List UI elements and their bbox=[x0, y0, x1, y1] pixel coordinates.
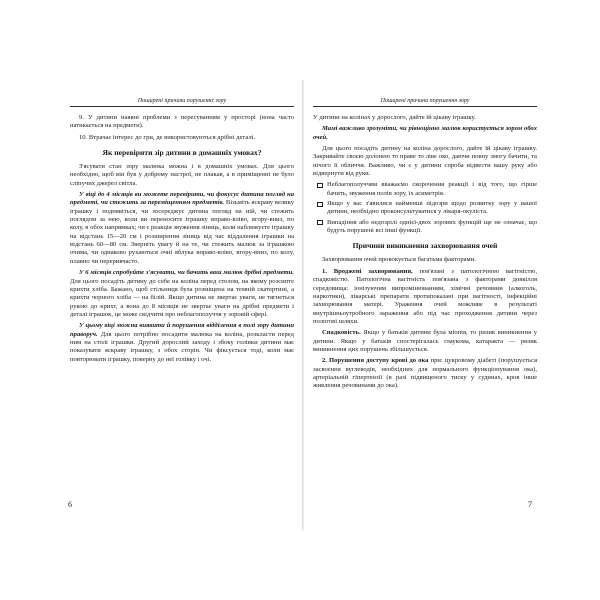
list-item-text: Якщо у вас з'явилися найменші підозри щодо розвитку зору у вашої дитини, необхідно проконсультуватися у лікаря-окуліста. bbox=[327, 200, 537, 216]
emphasis-paragraph: Мамі важливо зрозуміти, чи рівноцінно малюк користується зором обох очей. bbox=[313, 125, 537, 141]
emphasis-lead: Спадковість. bbox=[322, 329, 361, 337]
paragraph: З'ясувати стан зору малюка можна і в домашніх умовах. Для цього необхідно, щоб він був у доброму настрої, не плакав, а в приміщенні не було сліпучих джерел світла. bbox=[70, 163, 294, 187]
paragraph: У дитини на колінах у дорослого, дайте їй цікаву іграшку. bbox=[313, 114, 476, 121]
paragraph bbox=[313, 268, 537, 326]
paragraph bbox=[313, 357, 537, 390]
right-page bbox=[313, 98, 537, 518]
book-spine bbox=[302, 80, 304, 530]
paragraph: Захворювання очей провокується багатьма факторами. bbox=[322, 256, 476, 264]
emphasis-lead: У 6 місяців спробуйте з'ясувати, чи бачить ваш малюк дрібні предмети. bbox=[79, 269, 294, 277]
paragraph-body: Для цього потрібно посадити малюка на коліна, розкласти перед ним на столі іграшки. Другий дорослий заходу і збоку голівки дитини має показувати яскраву іграшку, з обох сторін. Чи фіксується тоді, коли має повторювати іграшку, поверну до неї голівку і очі. bbox=[70, 330, 294, 363]
paragraph-body: пов'язані з патологічною вагітністю, спадковістю. Патологічна вагітність пов'язана з факторами довкілля середовища: іонізуючим випромінюванням, хімічні речовини (алкоголь, наркотики), лікарські препарати протипоказані при вагітності, інфекційні захворювання матері. Ураження очей можливе в результаті внутрішньоутробного зараження або під час проходження дитини через пологові шляхи. bbox=[313, 267, 537, 325]
list-item-text: Неблагополуччям вважаємо скорочення реакції і від того, що гірше бачить, звуження полів зору, їх асиметрія. bbox=[327, 181, 537, 197]
paragraph bbox=[70, 191, 294, 266]
section-heading: Причини виникнення захворювання очей bbox=[352, 241, 498, 251]
paragraph: 10. Втрачає інтерес до гри, де використовуються дрібні деталі. bbox=[79, 133, 256, 141]
left-page bbox=[70, 98, 294, 518]
paragraph-body: при: цукровому діабеті (порушується засвоєння вуглеводів, необхідних для нормального функціонування ока), артеріальній гіпертензії (в разі підвищеного тиску у судинах, кров інше живлення речовинами до ока). bbox=[313, 357, 537, 390]
paragraph-body: Візьміть яскраву велику іграшку і поднявіться, чи зосереджує дитина погляд на ній, чи стежить поглядом за нею, коли ви переносите іграшку вправо-вліво, вгору-вниз, по колу, в обох напрямках; чи є реакція звуження зіниць, коли наближуєте іграшку на відстань 15—20 см і розширення зіниць від час віддалення іграшки на відстань 60—80 см. Зверніть увагу й на те, чи стежить малюк за іграшкою очима, чи однаково рухаються очні яблука вправо-вліво, вгору-вниз, по колу, плавно чи переривчасто. bbox=[70, 199, 294, 265]
checkbox-bullet-icon bbox=[317, 220, 323, 225]
paragraph: Для цього посадіть дитину на коліна дорослого, дайте їй цікаву іграшку. Закривайте своєю долонею то праве то ліве око, даючи повну змогу бачити, та нічого її обличчя. Важливо, чи є у дитини спроба відвести вашу руку або відвернути від руки. bbox=[313, 145, 537, 178]
list-item bbox=[313, 219, 537, 236]
paragraph bbox=[70, 322, 294, 364]
emphasis-lead: 2. Порушення доступу крові до ока bbox=[322, 357, 429, 365]
page-number-right: 7 bbox=[528, 500, 532, 509]
running-head-left: Поширені причини порушеннz зору bbox=[70, 98, 294, 107]
running-head-right: Поширені причини порушення зору bbox=[313, 98, 537, 107]
paragraph-body: Для цього посадіть дитину до себе на коліна перед столом, на якому розсипте крихти хліба. Бажано, щоб стільниця була розміщена на темній скатертині, а крихти чорного хліба — на білій. Якщо дитина не звертає уваги, не тягнеться рукою до крихт, а вона до 8 місяців не звертає уваги на дрібні предмети і деталі іграшок, це може свідчити про неблагополуччя у зоровій сфері. bbox=[70, 277, 294, 318]
paragraph bbox=[70, 269, 294, 319]
section-heading: Як перевірити зір дитини в домашніх умовах? bbox=[102, 148, 262, 158]
checkbox-bullet-icon bbox=[317, 202, 323, 207]
emphasis-lead: У віці до 4 місяців ви можете перевірити, чи фокусує дитина погляд на предметі, чи стежить за переміщенням предметів. bbox=[70, 191, 294, 207]
list-item-text: Випадіння або недозрілі однієї-двох зорових функцій ще не означає, що будуть порушені всі інші функції. bbox=[327, 218, 537, 235]
paragraph: 9. У дитини наявні проблеми з пересуванням у просторі (вона часто натикається на предмети). bbox=[70, 114, 294, 130]
page-number-left: 6 bbox=[68, 500, 72, 509]
list-item bbox=[313, 181, 537, 198]
paragraph bbox=[313, 329, 537, 354]
list-item bbox=[313, 200, 537, 217]
emphasis-lead: 1. Вроджені захворювання, bbox=[322, 267, 413, 275]
emphasis-lead: У цьому віці можна виявити й порушення відділення в полі зору дитини праворуч. bbox=[70, 322, 294, 338]
paragraph-body: Якщо у батьків дитини була міопія, то ризик виникнення у дитини. Якщо у батьків спостерігалась глаукома, катаракта — ризик виникнення цих порушень збільшується. bbox=[313, 329, 537, 353]
checkbox-bullet-icon bbox=[317, 183, 323, 188]
